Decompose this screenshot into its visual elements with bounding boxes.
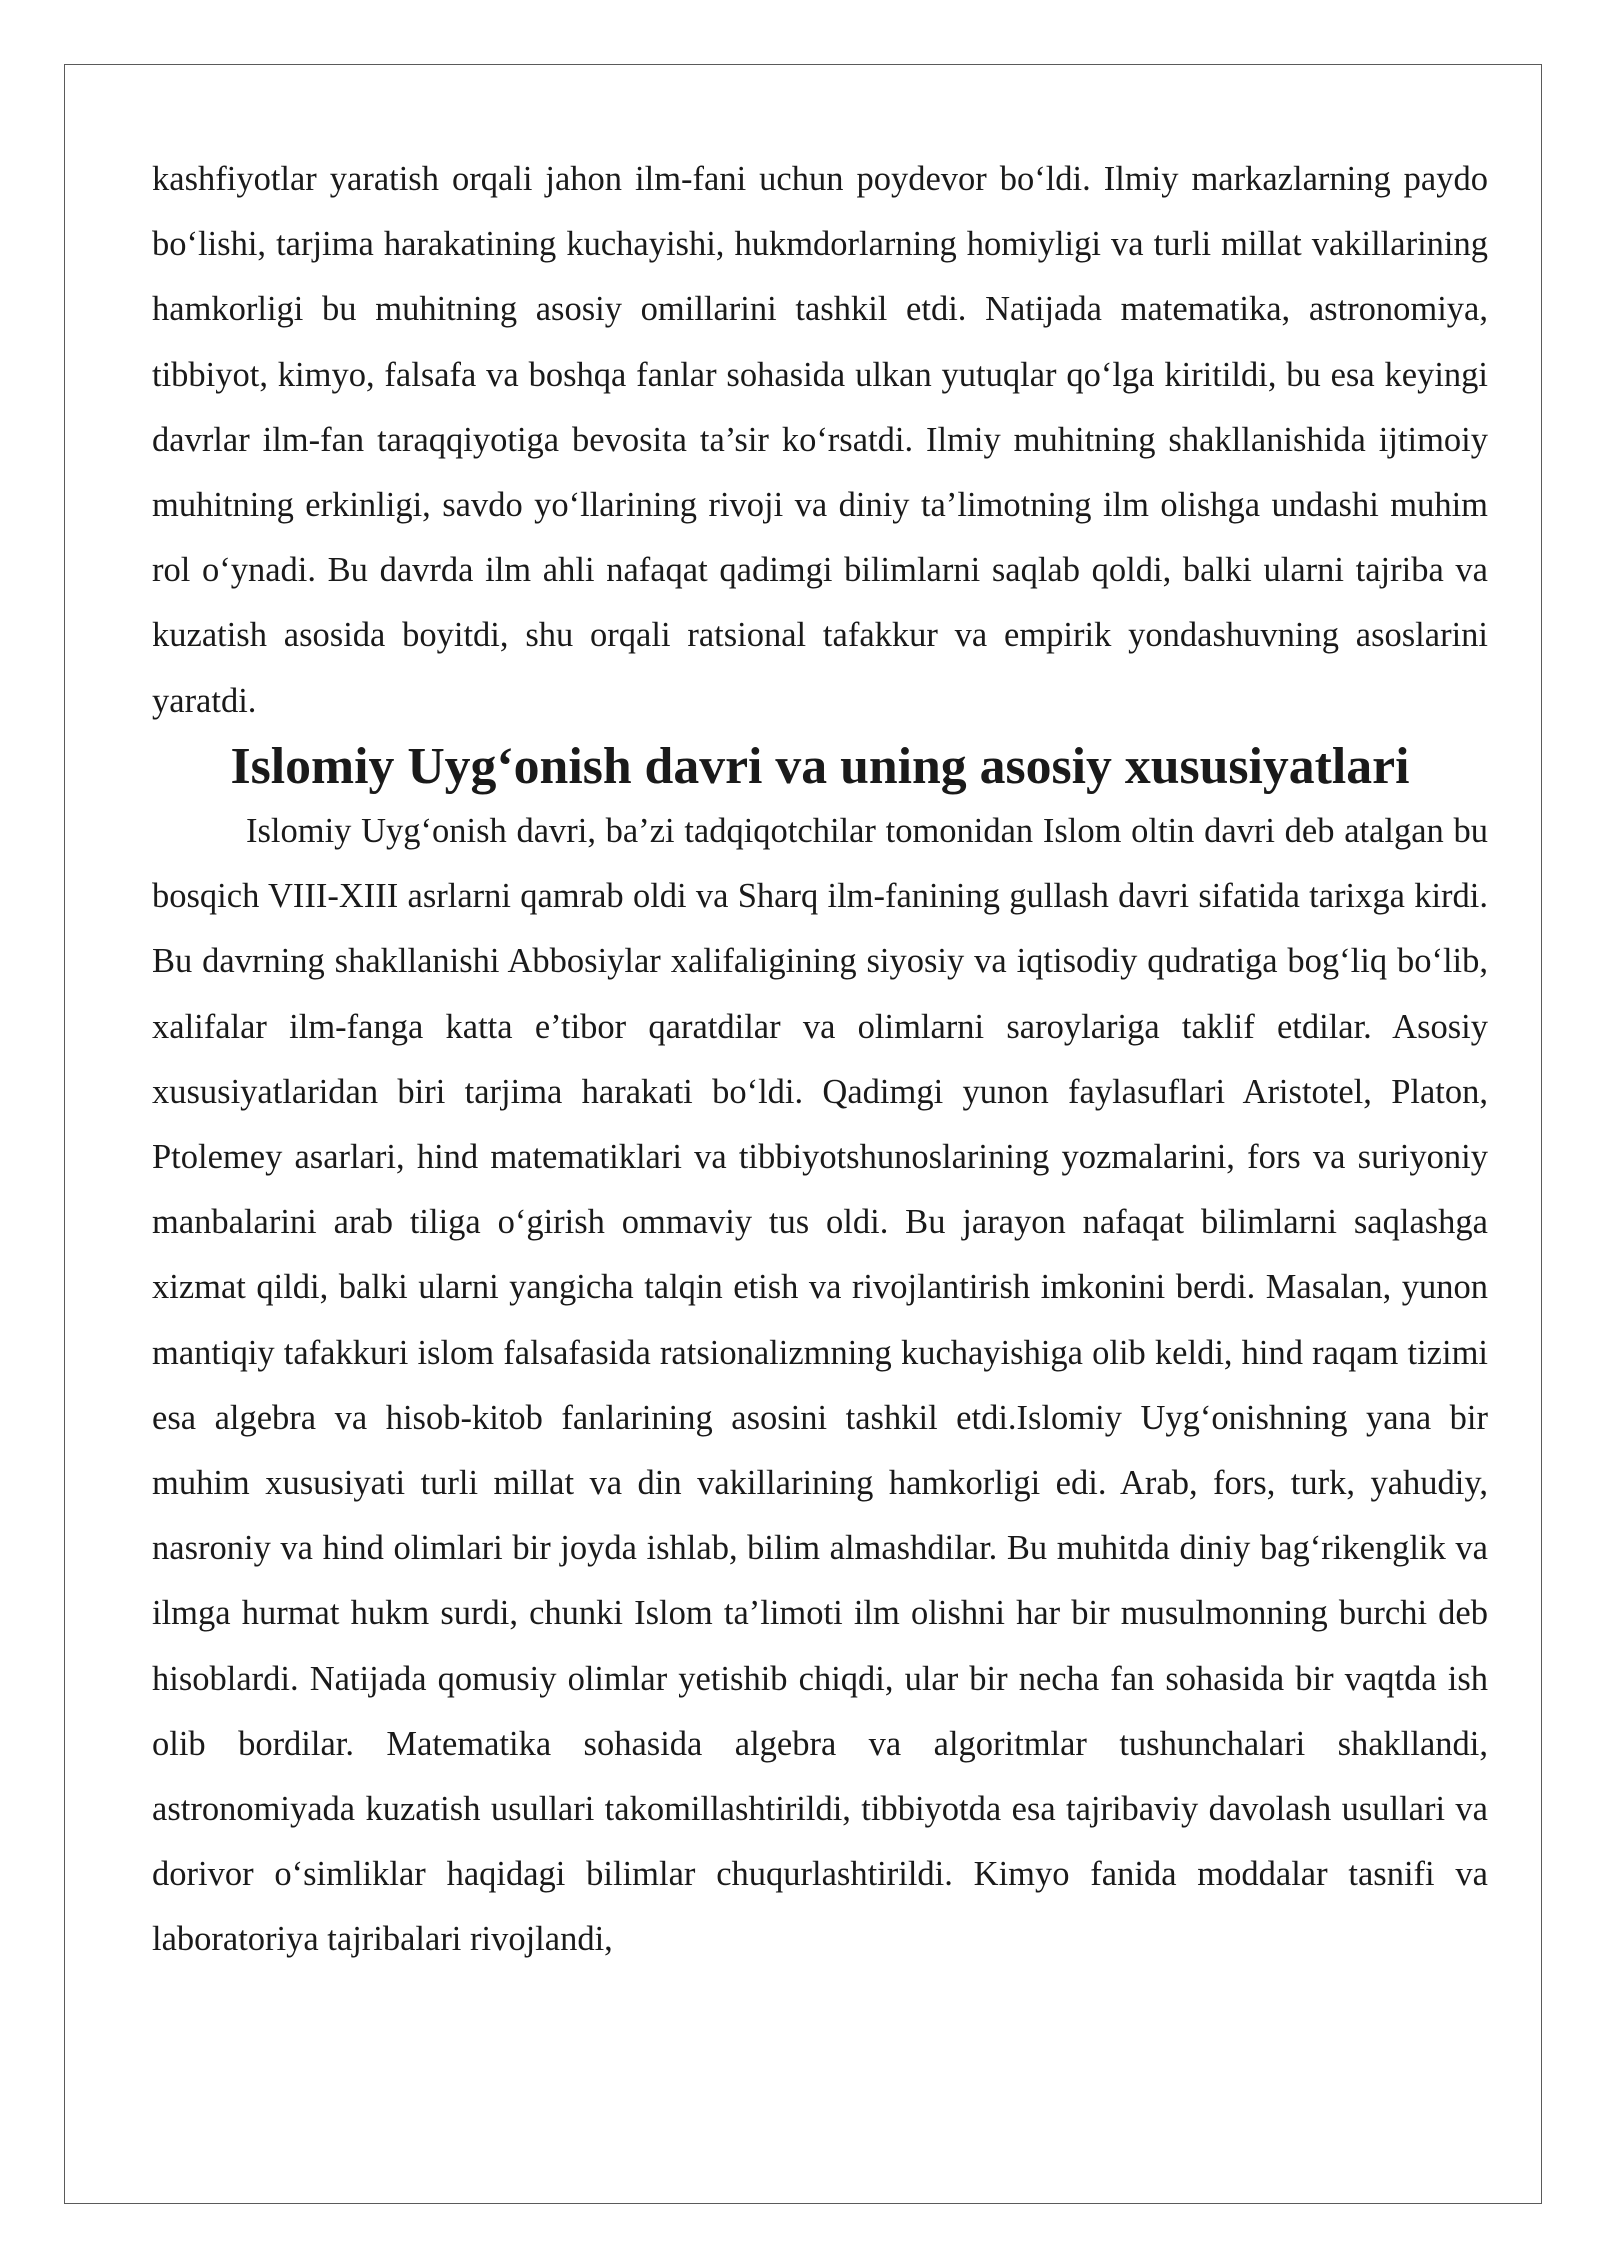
body-paragraph: kashfiyotlar yaratish orqali jahon ilm-fani uchun poydevor bo‘ldi. Ilmiy markazlarning paydo bo‘lishi, tarjima harakatining kuchayishi, hukmdorlarning homiyligi va turli millat vakillarining hamkorligi bu muhitning asosiy omillarini tashkil etdi. Natijada matematika, astronomiya, tibbiyot, kimyo, falsafa va boshqa fanlar sohasida ulkan yutuqlar qo‘lga kiritildi, bu esa keyingi davrlar ilm-fan taraqqiyotiga bevosita ta’sir ko‘rsatdi. Ilmiy muhitning shakllanishida ijtimoiy muhitning erkinligi, savdo yo‘llarining rivoji va diniy ta’limotning ilm olishga undashi muhim rol o‘ynadi. Bu davrda ilm ahli nafaqat qadimgi bilimlarni saqlab qoldi, balki ularni tajriba va kuzatish asosida boyitdi, shu orqali ratsional tafakkur va empirik yondashuvning asoslarini yaratdi. [152,160,1488,720]
document-body [152,147,1488,1973]
body-paragraph: Islomiy Uyg‘onish davri, ba’zi tadqiqotchilar tomonidan Islom oltin davri deb atalgan bu bosqich VIII-XIII asrlarni qamrab oldi va Sharq ilm-fanining gullash davri sifatida tarixga kirdi. Bu davrning shakllanishi Abbosiylar xalifaligining siyosiy va iqtisodiy qudratiga bog‘liq bo‘lib, xalifalar ilm-fanga katta e’tibor qaratdilar va olimlarni saroylariga taklif etdilar. Asosiy xususiyatlaridan biri tarjima harakati bo‘ldi. Qadimgi yunon faylasuflari Aristotel, Platon, Ptolemey asarlari, hind matematiklari va tibbiyotshunoslarining yozmalarini, fors va suriyoniy manbalarini arab tiliga o‘girish ommaviy tus oldi. Bu jarayon nafaqat bilimlarni saqlashga xizmat qildi, balki ularni yangicha talqin etish va rivojlantirish imkonini berdi. Masalan, yunon mantiqiy tafakkuri islom falsafasida ratsionalizmning kuchayishiga olib keldi, hind raqam tizimi esa algebra va hisob-kitob fanlarining asosini tashkil etdi.Islomiy Uyg‘onishning yana bir muhim xususiyati turli millat va din vakillarining hamkorligi edi. Arab, fors, turk, yahudiy, nasroniy va hind olimlari bir joyda ishlab, bilim almashdilar. Bu muhitda diniy bag‘rikenglik va ilmga hurmat hukm surdi, chunki Islom ta’limoti ilm olishni har bir musulmonning burchi deb hisoblardi. Natijada qomusiy olimlar yetishib chiqdi, ular bir necha fan sohasida bir vaqtda ish olib bordilar. Matematika sohasida algebra va algoritmlar tushunchalari shakllandi, astronomiyada kuzatish usullari takomillashtirildi, tibbiyotda esa tajribaviy davolash usullari va dorivor o‘simliklar haqidagi bilimlar chuqurlashtirildi. Kimyo fanida moddalar tasnifi va laboratoriya tajribalari rivojlandi, [152,812,1488,1959]
section-heading: Islomiy Uyg‘onish davri va uning asosiy xususiyatlari [230,737,1410,795]
